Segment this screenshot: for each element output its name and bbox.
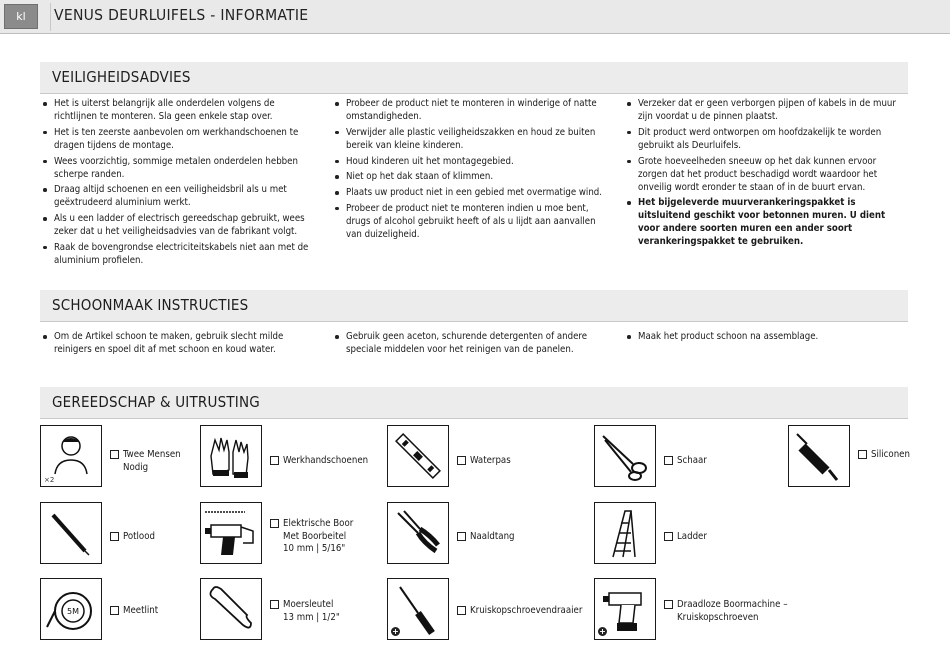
tools-section-title: GEREEDSCHAP & UITRUSTING bbox=[52, 393, 260, 411]
tool-label-two-people: Twee Mensen Nodig bbox=[110, 449, 181, 474]
tool-label-level: Waterpas bbox=[457, 455, 511, 468]
checkbox[interactable] bbox=[270, 519, 279, 528]
pencil-icon bbox=[40, 502, 102, 564]
scissors-icon bbox=[594, 425, 656, 487]
tool-label-pencil: Potlood bbox=[110, 531, 155, 544]
cleaning-list-col2 bbox=[335, 330, 610, 359]
cleaning-section-header bbox=[40, 290, 908, 322]
tool-label-drill: Elektrische Boor Met Boorbeitel 10 mm | 5/16" bbox=[270, 518, 353, 556]
plus-icon: + bbox=[392, 627, 399, 636]
plus-icon: + bbox=[599, 627, 606, 636]
safety-item: Draag altijd schoenen en een veiligheidsbril als u met geëxtrudeerd aluminium werkt. bbox=[43, 183, 318, 209]
spirit-level-icon bbox=[387, 425, 449, 487]
checkbox[interactable] bbox=[110, 606, 119, 615]
wrench-icon bbox=[200, 578, 262, 640]
tool-label-wrench: Moersleutel 13 mm | 1/2" bbox=[270, 599, 340, 624]
checkbox[interactable] bbox=[270, 600, 279, 609]
tool-label-silicone: Siliconen bbox=[858, 449, 910, 462]
tool-label-pliers: Naaldtang bbox=[457, 531, 515, 544]
safety-item: Dit product werd ontworpen om hoofdzakelijk te worden gebruikt als Deurluifels. bbox=[627, 126, 902, 152]
safety-item: Niet op het dak staan of klimmen. bbox=[335, 170, 610, 183]
title-divider bbox=[50, 3, 51, 31]
safety-list-col3 bbox=[627, 97, 902, 251]
cleaning-item: Om de Artikel schoon te maken, gebruik slecht milde reinigers en spoel dit af met schoon en koud water. bbox=[43, 330, 318, 356]
safety-item: Houd kinderen uit het montagegebied. bbox=[335, 155, 610, 168]
checkbox[interactable] bbox=[457, 606, 466, 615]
tool-label-gloves: Werkhandschoenen bbox=[270, 455, 368, 468]
cleaning-item: Gebruik geen aceton, schurende detergenten of andere speciale middelen voor het reinigen van de panelen. bbox=[335, 330, 610, 356]
safety-item: Raak de bovengrondse electriciteitskabels niet aan met de aluminium profielen. bbox=[43, 241, 318, 267]
safety-item: Het is uiterst belangrijk alle onderdelen volgens de richtlijnen te monteren. Sla geen enkele stap over. bbox=[43, 97, 318, 123]
top-bar bbox=[0, 0, 950, 34]
silicone-gun-icon bbox=[788, 425, 850, 487]
pliers-icon bbox=[387, 502, 449, 564]
checkbox[interactable] bbox=[457, 532, 466, 541]
checkbox[interactable] bbox=[664, 532, 673, 541]
safety-item: Verzeker dat er geen verborgen pijpen of kabels in de muur zijn voordat u de pinnen plaatst. bbox=[627, 97, 902, 123]
person-icon bbox=[40, 425, 102, 487]
cleaning-list-col3 bbox=[627, 330, 902, 346]
checkbox[interactable] bbox=[110, 450, 119, 459]
safety-list-col2 bbox=[335, 97, 610, 244]
safety-item: Probeer de product niet te monteren indien u moe bent, drugs of alcohol gebruikt heeft of als u lijdt aan aanvallen van duizeligheid. bbox=[335, 202, 610, 241]
svg-text:5M: 5M bbox=[67, 607, 79, 616]
cleaning-list-col1 bbox=[43, 330, 318, 359]
safety-item: Wees voorzichtig, sommige metalen onderdelen hebben scherpe randen. bbox=[43, 155, 318, 181]
tool-label-scissors: Schaar bbox=[664, 455, 707, 468]
tool-label-tape: Meetlint bbox=[110, 605, 158, 618]
checkbox[interactable] bbox=[110, 532, 119, 541]
safety-list-col1 bbox=[43, 97, 318, 270]
gloves-icon bbox=[200, 425, 262, 487]
checkbox[interactable] bbox=[270, 456, 279, 465]
cordless-drill-icon bbox=[594, 578, 656, 640]
checkbox[interactable] bbox=[664, 600, 673, 609]
checkbox[interactable] bbox=[664, 456, 673, 465]
tool-label-cordless-drill: Draadloze Boormachine – Kruiskopschroeven bbox=[664, 599, 788, 624]
safety-section-header bbox=[40, 62, 908, 94]
tool-label-screwdriver: Kruiskopschroevendraaier bbox=[457, 605, 582, 618]
safety-item: Het is ten zeerste aanbevolen om werkhandschoenen te dragen tijdens de montage. bbox=[43, 126, 318, 152]
tools-section-header bbox=[40, 387, 908, 419]
safety-item: Als u een ladder of electrisch gereedschap gebruikt, wees zeker dat u het veiligheidsadvies van de fabrikant volgt. bbox=[43, 212, 318, 238]
cleaning-section-title: SCHOONMAAK INSTRUCTIES bbox=[52, 296, 249, 314]
people-count: ×2 bbox=[44, 476, 55, 484]
safety-item: Grote hoeveelheden sneeuw op het dak kunnen ervoor zorgen dat het product beschadigd wordt waardoor het onveilig wordt eronder te staan of in de buurt ervan. bbox=[627, 155, 902, 194]
tape-measure-icon bbox=[40, 578, 102, 640]
safety-item-warning: Het bijgeleverde muurverankeringspakket is uitsluitend geschikt voor betonnen muren. U dient voor andere soorten muren een ander soort verankeringspakket te gebruiken. bbox=[627, 196, 902, 248]
screwdriver-icon bbox=[387, 578, 449, 640]
checkbox[interactable] bbox=[858, 450, 867, 459]
cleaning-item: Maak het product schoon na assemblage. bbox=[627, 330, 902, 343]
brand-logo: kl bbox=[4, 4, 38, 29]
safety-item: Plaats uw product niet in een gebied met overmatige wind. bbox=[335, 186, 610, 199]
safety-item: Verwijder alle plastic veiligheidszakken en houd ze buiten bereik van kleine kinderen. bbox=[335, 126, 610, 152]
ladder-icon bbox=[594, 502, 656, 564]
tool-label-ladder: Ladder bbox=[664, 531, 707, 544]
safety-item: Probeer de product niet te monteren in winderige of natte omstandigheden. bbox=[335, 97, 610, 123]
drill-icon bbox=[200, 502, 262, 564]
checkbox[interactable] bbox=[457, 456, 466, 465]
document-title: VENUS DEURLUIFELS - INFORMATIE bbox=[54, 6, 309, 24]
safety-section-title: VEILIGHEIDSADVIES bbox=[52, 68, 191, 86]
